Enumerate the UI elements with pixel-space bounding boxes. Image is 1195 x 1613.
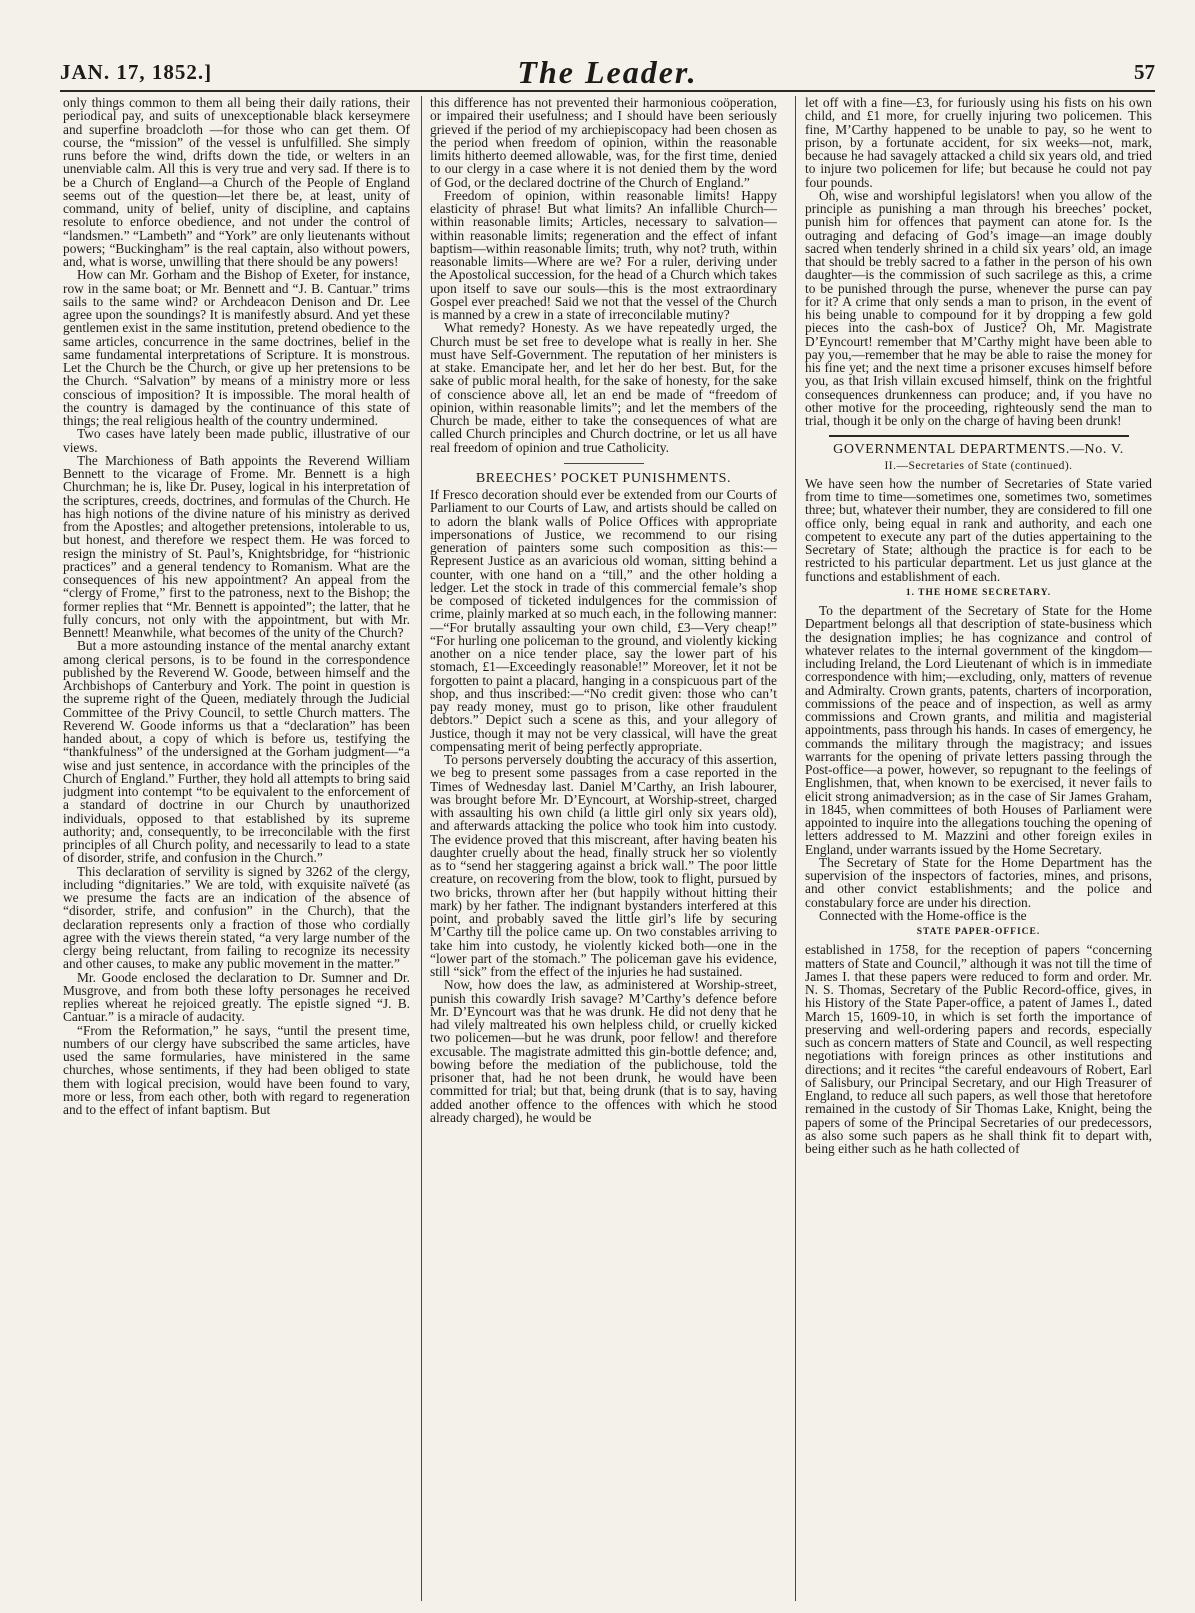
paragraph: This declaration of servility is signed by 3262 of the clergy, including “dignitaries.” We are told, with exquisite naïveté (as we presume the facts are an indication of the absence of “disorder, strife, and confusion” in the Church), that the declaration represents only a fraction of those who cordially agree with the views therein stated, “a very large number of the clergy being reluctant, from failing to recognize its necessity and other causes, to make any public movement in the matter.” [63,863,410,972]
paragraph: The Marchioness of Bath appoints the Reverend William Bennett to the vicarage of Frome. Mr. Bennett is a high Churchman; he is, like Dr. Pusey, logical in his interpretation of the scriptures, creeds, doctrines, and formulas of the Church. He has high notions of the divine nature of his ministry as derived from the Apostles; and altogether pretensions, intolerable to us, but honest, and therefore we respect them. He was forced to resign the ministry of St. Paul’s, Knightsbridge, for “histrionic practices” and a general tendency to Romanism. What are the consequences of his new appointment? An appeal from the “clergy of Frome,” first to the patroness, next to the Bishop; the former replies that “Mr. Bennett is appointed”; the latter, that he fully concurs, not only with the appointment, but with Mr. Bennett! Meanwhile, what becomes of the unity of the Church? [63,452,410,640]
masthead-title: The Leader. [517,54,698,90]
article-heading: GOVERNMENTAL DEPARTMENTS.—No. V. [833,442,1124,458]
paragraph: To the department of the Secretary of State for the Home Department belongs all that description of state-business which the designation implies; he has cognizance and control of whatever relates to the internal government of the kingdom—including Ireland, the Lord Lieutenant of which is in immediate correspondence with him;—excluding, only, matters of revenue and Admiralty. Crown grants, patents, charters of incorporation, commissions of the peace and of inspection, as well as army commissions and Crown grants, and militia and magisterial appointments, pass through his hands. In cases of emergency, he commands the military through the magistracy; and issues warrants for the opening of private letters passing through the Post-office—a power, however, so repugnant to the feelings of Englishmen, that, when known to be exercised, it never fails to elicit strong animadversion; as in the case of Sir James Graham, in 1845, when committees of both Houses of Parliament were appointed to inquire into the allegations touching the opening of letters addressed to M. Mazzini and other foreign exiles in England, under warrants issued by the Home Secretary. [805,603,1152,857]
paragraph: The Secretary of State for the Home Department has the supervision of the inspectors of factories, mines, and prisons, and other convict establishments; and the police and constabulary force are under his direction. [805,854,1152,910]
issue-date: JAN. 17, 1852.] [60,60,213,84]
paragraph: How can Mr. Gorham and the Bishop of Exeter, for instance, row in the same boat; or Mr. Bennett and “J. B. Cantuar.” trims sails to the same wind? or Archdeacon Denison and Dr. Lee agree upon the soundings? It is manifestly absurd. And yet these gentlemen exist in the same institution, pretend obedience to the same articles, concurrence in the same doctrines, belief in the same fundamental interpretations of Scripture. It is monstrous. Let the Church be the Church, or give up her pretensions to be the Church. “Salvation” by means of a ministry more or less conscious of imposition? It is impossible. The moral health of the country is damaged by the continuance of this state of things; the real religious health of the country undermined. [63,267,410,428]
article-subheading: II.—Secretaries of State (continued). [884,459,1073,472]
paragraph: established in 1758, for the reception of papers “concerning matters of State and Council,” although it was not till the time of James I. that these papers were reduced to form and order. Mr. N. S. Thomas, Secretary of the Public Record-office, gives, in his History of the State Paper-office, a patent of James I., dated March 15, 1609-10, in which is set forth the importance of preserving and well-ordering papers and records, especially such as concern matters of State and Council, as well respecting negotiations with foreign princes as other institutions and directions; and it recites “the careful endeavours of Robert, Earl of Salisbury, our Principal Secretary, and our High Treasurer of England, to reduce all such papers, as well those that heretofore remained in the custody of Sir Thomas Lake, Knight, being the papers of some of the Principal Secretaries of our predecessors, as also some such papers as he shall think fit to depart with, being either such as he hath collected of [805,942,1152,1156]
section-divider [564,463,644,464]
paragraph: But a more astounding instance of the mental anarchy extant among clerical persons, is to be found in the correspondence published by the Reverend W. Goode, between himself and the Archbishops of Canterbury and York. The point in question is the supreme right of the Queen, mediately through the Judicial Committee of the Privy Council, to settle Church matters. The Reverend W. Goode informs us that a “declaration” has been handed about, a copy of which is before us, testifying the “thankfulness” of the undersigned at the Gorham judgment—“a wise and just sentence, in accordance with the principles of the Church of England.” Further, they hold all attempts to bring said judgment into contempt “to be equivalent to the enforcement of a standard of doctrine in our Church by unauthorized individuals, opposed to that established by its supreme authority; and, consequently, to be irreconcilable with the first principles of all Church polity, and necessarily to lead to a state of disorder, strife, and confusion in the Church.” [63,638,410,866]
article-heading: BREECHES’ POCKET PUNISHMENTS. [475,470,732,486]
paragraph: To persons perversely doubting the accuracy of this assertion, we beg to present some passages from a case reported in the Times of Wednesday last. Daniel M’Carthy, an Irish labourer, was brought before Mr. D’Eyncourt, at Worship-street, charged with assaulting his own child (a little girl only six years old), and afterwards attacking the police who took him into custody. The evidence proved that this miscreant, after having beaten his daughter cruelly about the head, finally struck her so violently as to “send her staggering against a brick wall.” The poor little creature, on recovering from the blow, took to flight, pursued by two bricks, thrown after her (but happily without hitting their mark) by her father. The indignant bystanders interfered at this point, and probably saved the little girl’s life by securing M’Carthy till the police came up. On two constables arriving to take him into custody, he violently kicked both—one in the “lower part of the stomach.” The policeman gave his evidence, still “sick” from the effect of the injuries he had sustained. [430,752,777,979]
page-number: 57 [1134,60,1155,84]
paragraph: Oh, wise and worshipful legislators! when you allow of the principle as punishing a man through his breeches’ pocket, punish him for offences that payment can atone for. Is the outraging and defacing of God’s image—an image doubly sacred when tenderly shrined in a child six years’ old, an image that should be trebly sacred to a father in the person of his own daughter—is the commission of such sacrilege as this, a crime to be punished through the purse, whenever the purse can pay for it? A crime that only sends a man to prison, in the event of his being unable to compound for it by dropping a few gold pieces into the cash-box of Justice? Oh, Mr. Magistrate D’Eyncourt! remember that M’Carthy might have been able to pay you,—remember that he may be able to raise the money for his fine yet; and the next time a prisoner excuses himself before you, as that Irish villain excused himself, think on the frightful consequences drunkenness can produce; and, if you have no other motive for the proceeding, righteously send the man to trial, though it be only on the charge of having been drunk! [805,187,1152,428]
paragraph: Freedom of opinion, within reasonable limits! Happy elasticity of phrase! But what limits? An infallible Church—within reasonable limits; Articles, necessary to salvation—within reasonable limits; regeneration and the effect of infant baptism—within reasonable limits; truth, why not? truth, within reasonable limits—Where are we? For a ruler, deriving under the Apostolical succession, for the head of a Church which takes upon itself to save our souls—this is the most extraordinary Gospel ever preached! Said we not that the vessel of the Church is manned by a crew in a state of irreconcilable mutiny? [430,187,777,322]
column-2 [430,96,777,1601]
paragraph: We have seen how the number of Secretaries of State varied from time to time—sometimes one, sometimes two, sometimes three; but, whatever their number, they are considered to fill one office only, being equal in rank and authority, and each one competent to execute any part of the duties appertaining to the Secretary of State; although the practice is for each to be restricted to his particular department. Let us just glance at the functions and establishment of each. [805,475,1152,584]
paragraph: What remedy? Honesty. As we have repeatedly urged, the Church must be set free to develope what is really in her. She must have Self-Government. The reputation of her ministers is at stake. Emancipate her, and let her do her best. But, for the sake of public moral health, for the sake of honesty, for the sake of conscience above all, let an end be made of “freedom of opinion, within reasonable limits”; and let the members of the Church be made, either to take the consequences of what are called Church principles and Church doctrine, or let us all have real freedom of opinion and true Catholicity. [430,320,777,455]
paragraph: If Fresco decoration should ever be extended from our Courts of Parliament to our Courts of Law, and artists should be called on to adorn the blank walls of Police Offices with appropriate impersonations of Justice, we recommend to our rising generation of painters some such composition as this:—Represent Justice as an avaricious old woman, sitting behind a counter, with one hand on a “till,” and the other holding a ledger. Let the stock in trade of this commercial female’s shop be composed of ticketed indulgences for the commission of crime, plainly marked at so much each, in the following manner:—“For brutally assaulting your own child, £3—Very cheap!” “For hurling one policeman to the ground, and violently kicking another on a nice tender place, say the lower part of his stomach, £1—Exceedingly reasonable!” Moreover, let it not be forgotten to paint a placard, hanging in a conspicuous part of the shop, and thus inscribed:—“No credit given: those who can’t pay ready money, must go to prison, like other fraudulent debtors.” Depict such a scene as this, and your allegory of Justice, though it may not be very classical, will have the great compensating merit of being perfectly appropriate. [430,487,777,754]
section-heading: 1. THE HOME SECRETARY. [905,587,1052,598]
paragraph: let off with a fine—£3, for furiously using his fists on his own child, and £1 more, for cruelly injuring two policemen. This fine, M’Carthy happened to be unable to pay, so he went to prison, by a fortunate accident, for six weeks—not, mark, because he had savagely attacked a child six years old, and tried to injure two policemen for life; but because he could not pay four pounds. [805,96,1152,190]
column-rule [795,96,796,1601]
paragraph: Mr. Goode enclosed the declaration to Dr. Sumner and Dr. Musgrove, and from both these lofty personages he received replies whereat he rejoiced greatly. The epistle signed “J. B. Cantuar.” is a miracle of audacity. [63,969,410,1025]
column-1 [63,96,410,1601]
paragraph: Two cases have lately been made public, illustrative of our views. [63,426,410,455]
paragraph: this difference has not prevented their harmonious coöperation, or impaired their usefulness; and I should have been seriously grieved if the period of my archiepiscopacy had been chosen as the period when freedom of opinion, within the reasonable limits hitherto deemed allowable, was, for the first time, denied to our clergy in a case where it is not denied them by the word of God, or the declared doctrine of the Church of England.” [430,96,777,190]
paragraph: only things common to them all being their daily rations, their periodical pay, and suits of unexceptionable black kerseymere and superfine broadcloth —for those who can get them. Of course, the “mission” of the vessel is unfulfilled. She simply runs before the wind, drifts down the tide, or welters in an unenviable calm. All this is very true and very sad. If there is to be a Church of England—a Church of the People of England seems out of the question—let there be, at least, unity of command, unity of belief, unity of discipline, and captains resolute to enforce obedience, and not under the control of “landsmen.” “Lambeth” and “York” are only lieutenants without powers; “Buckingham” is the real captain, also without powers, and, what is worse, unwilling that there should be any powers! [63,96,410,269]
column-rule [421,96,422,1601]
page-header [60,30,1155,92]
paragraph: “From the Reformation,” he says, “until the present time, numbers of our clergy have subscribed the same articles, have used the same formularies, have ministered in the same churches, whose sentiments, if they had been obliged to state them with logical precision, would have been found to vary, more or less, from each other, both with regard to regeneration and to the effect of infant baptism. But [63,1022,410,1117]
section-heading: STATE PAPER-OFFICE. [916,927,1041,937]
paragraph: Now, how does the law, as administered at Worship-street, punish this cowardly Irish savage? M’Carthy’s defence before Mr. D’Eyncourt was that he was drunk. He did not deny that he had vilely maltreated his own helpless child, or cruelly kicked two policemen—but he was drunk, poor fellow! and therefore excusable. The magistrate admitted this gin-bottle defence; and, bowing before the mediation of the publichouse, told the prisoner that, had he not been drunk, he would have been committed for trial; but that, being drunk (that is to say, having added another offence to the offences with which he stood already charged), he would be [430,977,777,1125]
column-3 [805,96,1152,1601]
paragraph: Connected with the Home-office is the [819,907,1027,923]
section-divider [829,435,1129,437]
